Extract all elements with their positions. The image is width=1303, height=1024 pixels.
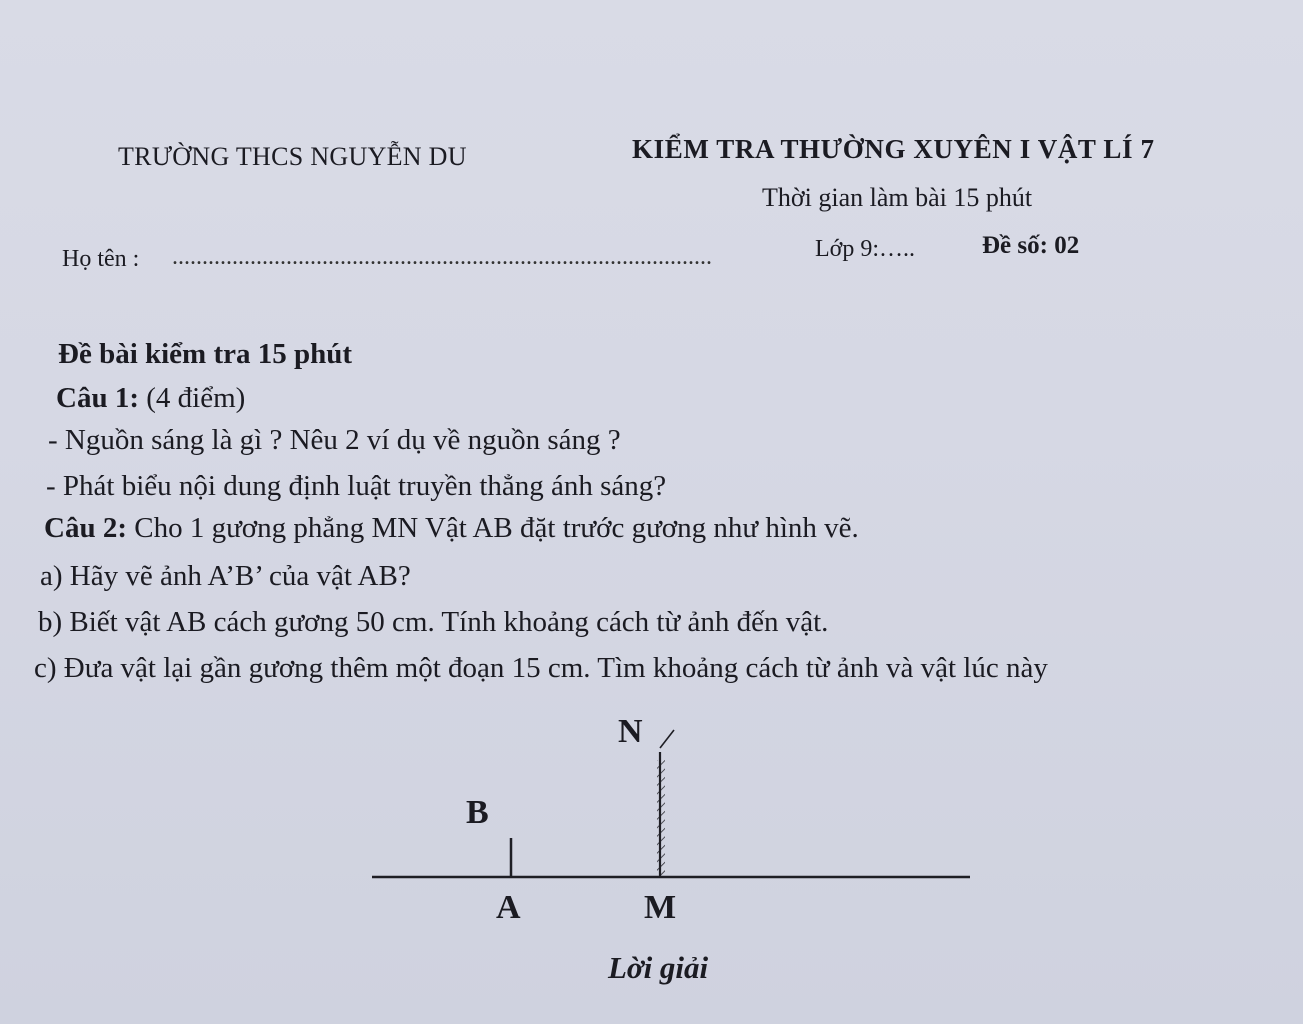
exam-number: Đề số: 02 xyxy=(982,232,1080,259)
question-1-label: Câu 1: xyxy=(56,382,139,414)
question-2-part-c: c) Đưa vật lại gần gương thêm một đoạn 15 cm. Tìm khoảng cách từ ảnh và vật lúc này xyxy=(34,652,1048,684)
exam-title: KIỂM TRA THƯỜNG XUYÊN I VẬT LÍ 7 xyxy=(632,134,1155,164)
question-2 xyxy=(44,512,859,545)
name-label: Họ tên : xyxy=(62,246,140,272)
solution-heading: Lời giải xyxy=(608,950,709,985)
class-label: Lớp 9:….. xyxy=(815,236,916,262)
question-2-part-b: b) Biết vật AB cách gương 50 cm. Tính khoảng cách từ ảnh đến vật. xyxy=(38,606,829,638)
name-blank-line: .......................................................................................... xyxy=(172,244,712,270)
question-2-text: Cho 1 gương phẳng MN Vật AB đặt trước gương như hình vẽ. xyxy=(126,512,859,544)
mirror-diagram xyxy=(360,700,980,940)
question-2-part-a: a) Hãy vẽ ảnh A’B’ của vật AB? xyxy=(40,560,411,592)
question-1 xyxy=(56,382,245,415)
mirror-top-tick xyxy=(660,730,674,748)
question-1-points: (4 điểm) xyxy=(138,382,246,414)
exam-heading: Đề bài kiểm tra 15 phút xyxy=(58,338,353,370)
time-limit: Thời gian làm bài 15 phút xyxy=(762,183,1033,212)
label-m: M xyxy=(644,889,677,926)
label-b: B xyxy=(466,794,489,831)
label-a: A xyxy=(496,889,521,926)
question-2-label: Câu 2: xyxy=(44,512,127,544)
school-name: TRƯỜNG THCS NGUYỄN DU xyxy=(118,142,467,171)
label-n: N xyxy=(618,713,643,750)
question-1-item: - Nguồn sáng là gì ? Nêu 2 ví dụ về nguồn sáng ? xyxy=(48,424,621,456)
question-1-item: - Phát biểu nội dung định luật truyền thẳng ánh sáng? xyxy=(46,470,667,502)
